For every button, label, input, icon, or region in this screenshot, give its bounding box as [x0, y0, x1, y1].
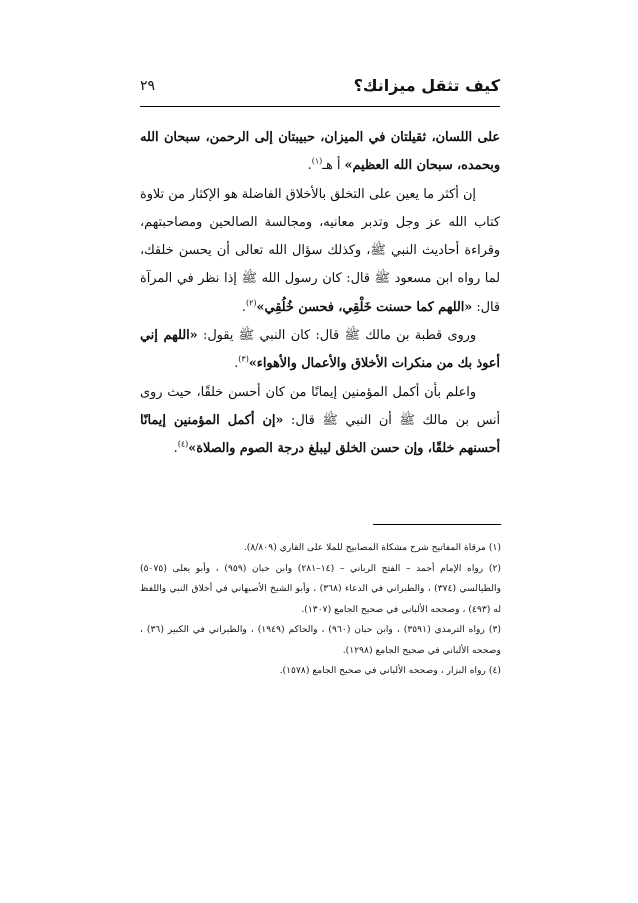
page-number: ٢٩	[140, 78, 156, 94]
paragraph-1: على اللسان، ثقيلتان في الميزان، حبيبتان إلى الرحمن، سبحان الله وبحمده، سبحان الله العظيم» أ هـ$^{(١)}$.	[140, 130, 500, 174]
footnote-4: (٤) رواه البزار ، وصححه الألباني في صحيح الجامع (١٥٧٨).	[279, 665, 501, 676]
footnote-1: (١) مرقاة المفاتيح شرح مشكاة المصابيح للملا على القاري (٨/٨٠٩).	[243, 542, 501, 553]
paragraph-4: واعلم بأن أكمل المؤمنين إيمانًا من كان أحسن خلقًا، حيث روى أنس بن مالك ﷺ أن النبي ﷺ قال: «إن أكمل المؤمنين إيمانًا أحسنهم خلقًا، وإن حسن الخلق ليبلغ درجة الصوم والصلاة»$^{(٤)}$.	[140, 384, 500, 457]
footnote-ref-2: (٢)	[245, 298, 257, 308]
end-marker: أ هـ	[322, 158, 345, 174]
dua-quote-mirror: «اللهم كما حسنت خَلْقِي، فحسن خُلُقِي»	[256, 299, 473, 315]
header-rule	[140, 106, 500, 107]
page-header	[140, 76, 500, 102]
footnote-2: (٢) رواه الإمام أحمد – الفتح الرباني – (١٤–٢٨١) وابن حبان (٩٥٩) ، وأبو يعلى (٥٠٧٥) والطيالسي (٣٧٤) ، والطبراني في الدعاء (٣٦٨) ، وأبو الشيخ الأصبهاني في أخلاق النبي واللفظ له (٤٩٣) ، وصححه الألباني في صحيح الجامع (١٣٠٧).	[140, 562, 502, 615]
hadith-continuation: على اللسان، ثقيلتان في الميزان، حبيبتان إلى الرحمن، سبحان الله وبحمده، سبحان الله العظيم»	[140, 130, 500, 174]
running-title: كيف تثقل ميزانك؟	[353, 76, 500, 95]
paragraph-4-text: واعلم بأن أكمل المؤمنين إيمانًا من كان أحسن خلقًا، حيث روى أنس بن مالك ﷺ أن النبي ﷺ قال:	[140, 384, 500, 428]
footnote-separator	[373, 524, 501, 525]
hadith-quote-character: «إن أكمل المؤمنين إيمانًا أحسنهم خلقًا، وإن حسن الخلق ليبلغ درجة الصوم والصلاة»	[140, 412, 500, 457]
footnote-ref-3: (٣)	[238, 355, 249, 365]
footnote-ref-4: (٤)	[177, 440, 189, 449]
paragraph-3: وروى قطبة بن مالك ﷺ قال: كان النبي ﷺ يقول: «اللهم إني أعوذ بك من منكرات الأخلاق والأعمال والأهواء»$^{(٣)}$.	[140, 328, 500, 372]
main-text	[140, 124, 500, 464]
paragraph-2: إن أكثر ما يعين على التخلق بالأخلاق الفاضلة هو الإكثار من تلاوة كتاب الله عز وجل وتدبر معانيه، ومجالسة الصالحين ومصاحبتهم، وقراءة أحاديث النبي ﷺ، وكذلك سؤال الله تعالى أن يحسن خلقك، لما رواه ابن مسعود ﷺ قال: كان رسول الله ﷺ إذا نظر في المرآة قال: «اللهم كما حسنت خَلْقِي، فحسن خُلُقِي»$^{(٢)}$.	[140, 186, 500, 315]
footnotes	[140, 538, 501, 682]
footnote-ref-1: (١)	[311, 157, 323, 167]
paragraph-3-text: وروى قطبة بن مالك ﷺ قال: كان النبي ﷺ يقول:	[197, 328, 477, 344]
paragraph-2-text: إن أكثر ما يعين على التخلق بالأخلاق الفاضلة هو الإكثار من تلاوة كتاب الله عز وجل وتدبر معانيه، ومجالسة الصالحين ومصاحبتهم، وقراءة أحاديث النبي ﷺ، وكذلك سؤال الله تعالى أن يحسن خلقك، لما رواه ابن مسعود ﷺ قال: كان رسول الله ﷺ إذا نظر في المرآة قال:	[140, 186, 500, 315]
dua-quote-refuge: «اللهم إني أعوذ بك من منكرات الأخلاق والأعمال والأهواء»	[140, 328, 500, 372]
footnote-3: (٣) رواه الترمذي (٣٥٩١) ، وابن حبان (٩٦٠) ، والحاكم (١٩٤٩) ، والطبراني في الكبير (٣٦) ، وصححه الألباني في صحيح الجامع (١٢٩٨).	[140, 624, 501, 656]
